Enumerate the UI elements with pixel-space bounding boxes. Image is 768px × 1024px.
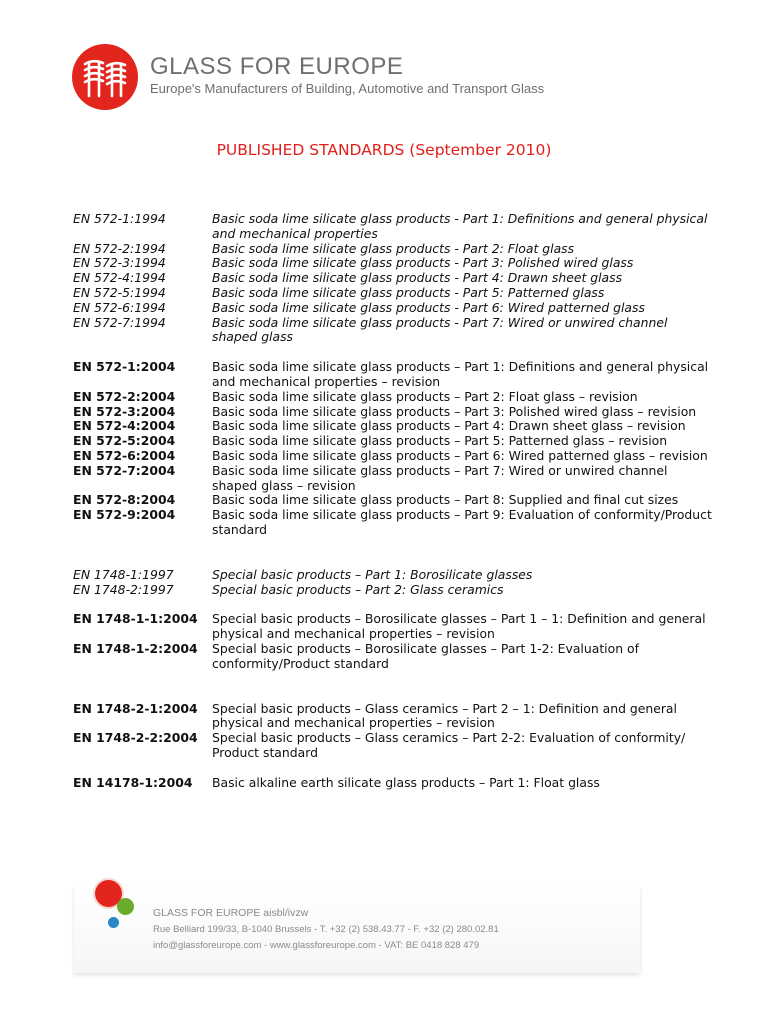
standard-row	[73, 434, 713, 449]
standard-row	[73, 702, 713, 732]
standard-description: Special basic products – Glass ceramics – Part 2-2: Evaluation of conformity/ Product standard	[212, 730, 686, 760]
standard-description: Basic soda lime silicate glass products - Part 3: Polished wired glass	[212, 255, 634, 271]
standard-row	[73, 449, 713, 464]
standard-description: Special basic products – Glass ceramics – Part 2 – 1: Definition and general physical and mechanical properties – revision	[212, 700, 677, 731]
standard-code: EN 572-2:2004	[73, 388, 176, 404]
standard-row	[73, 360, 713, 390]
standard-description: Basic soda lime silicate glass products – Part 2: Float glass – revision	[212, 388, 638, 404]
standard-description: Basic soda lime silicate glass products – Part 6: Wired patterned glass – revision	[212, 447, 708, 463]
standard-row	[73, 419, 713, 434]
standard-code: EN 572-5:2004	[73, 433, 176, 449]
standard-description: Basic soda lime silicate glass products – Part 9: Evaluation of conformity/Product standard	[212, 507, 712, 537]
standard-description: Basic soda lime silicate glass products – Part 7: Wired or unwired channel shaped glass – revision	[212, 462, 668, 493]
org-name: GLASS FOR EUROPE	[150, 53, 404, 80]
standard-code: EN 572-4:2004	[73, 418, 176, 434]
standard-code: EN 1748-1:1997	[73, 566, 174, 582]
standard-code: EN 572-1:2004	[73, 359, 176, 375]
standard-row	[73, 642, 713, 672]
org-tagline: Europe's Manufacturers of Building, Automotive and Transport Glass	[150, 81, 545, 96]
standard-description: Special basic products – Borosilicate glasses – Part 1-2: Evaluation of conformity/Product standard	[212, 640, 639, 671]
standard-code: EN 572-7:1994	[73, 314, 166, 330]
standard-code: EN 572-7:2004	[73, 462, 176, 478]
standard-code: EN 572-3:1994	[73, 255, 166, 271]
standard-description: Basic soda lime silicate glass products - Part 1: Definitions and general physical and mechanical properties	[212, 211, 708, 241]
standard-description: Special basic products – Borosilicate glasses – Part 1 – 1: Definition and general physical and mechanical properties – revision	[212, 611, 706, 642]
standard-code: EN 572-8:2004	[73, 492, 176, 508]
standard-code: EN 572-4:1994	[73, 270, 166, 286]
standard-code: EN 572-9:2004	[73, 507, 176, 523]
standard-code: EN 572-1:1994	[73, 211, 166, 226]
standard-row	[73, 271, 713, 286]
green-dot-icon	[117, 898, 134, 915]
standard-description: Basic soda lime silicate glass products – Part 3: Polished wired glass – revision	[212, 403, 697, 419]
standard-description: Special basic products – Part 1: Borosilicate glasses	[212, 566, 533, 582]
standard-description: Basic soda lime silicate glass products - Part 4: Drawn sheet glass	[212, 270, 623, 286]
standards-list	[73, 212, 713, 791]
standard-code: EN 1748-2-2:2004	[73, 730, 198, 746]
standard-row	[73, 583, 713, 598]
standard-row	[73, 316, 713, 346]
standard-row	[73, 568, 713, 583]
standard-description: Basic alkaline earth silicate glass products – Part 1: Float glass	[212, 774, 600, 790]
standard-description: Basic soda lime silicate glass products - Part 5: Patterned glass	[212, 284, 605, 300]
footer-contact: info@glassforeurope.com - www.glassforeurope.com - VAT: BE 0418 828 479	[153, 940, 480, 951]
standard-row	[73, 256, 713, 271]
footer-org-name: GLASS FOR EUROPE aisbl/ivzw	[153, 907, 309, 919]
standard-row	[73, 464, 713, 494]
standard-row	[73, 493, 713, 508]
standard-row	[73, 390, 713, 405]
document-title: PUBLISHED STANDARDS (September 2010)	[216, 141, 552, 159]
standard-row	[73, 405, 713, 420]
standard-row	[73, 731, 713, 761]
standard-code: EN 1748-2:1997	[73, 581, 174, 597]
standard-row	[73, 612, 713, 642]
standard-description: Basic soda lime silicate glass products - Part 2: Float glass	[212, 240, 575, 256]
standard-row	[73, 286, 713, 301]
standard-description: Basic soda lime silicate glass products – Part 1: Definitions and general physical and mechanical properties – revision	[212, 359, 709, 389]
standard-code: EN 1748-2-1:2004	[73, 700, 198, 716]
footer-address: Rue Belliard 199/33, B-1040 Brussels - T. +32 (2) 538.43.77 - F. +32 (2) 280.02.81	[153, 924, 499, 935]
standard-code: EN 572-2:1994	[73, 240, 166, 256]
standard-row	[73, 508, 713, 538]
standard-description: Special basic products – Part 2: Glass ceramics	[212, 581, 504, 597]
standard-code: EN 572-3:2004	[73, 403, 176, 419]
standard-code: EN 572-6:1994	[73, 299, 166, 315]
standard-code: EN 1748-1-1:2004	[73, 611, 198, 627]
standard-description: Basic soda lime silicate glass products – Part 8: Supplied and final cut sizes	[212, 492, 679, 508]
standard-code: EN 572-6:2004	[73, 447, 176, 463]
standard-description: Basic soda lime silicate glass products – Part 4: Drawn sheet glass – revision	[212, 418, 686, 434]
standard-description: Basic soda lime silicate glass products - Part 6: Wired patterned glass	[212, 299, 645, 315]
standard-code: EN 572-5:1994	[73, 284, 166, 300]
standard-code: EN 1748-1-2:2004	[73, 640, 198, 656]
blue-dot-icon	[108, 917, 119, 928]
standard-code: EN 14178-1:2004	[73, 774, 193, 790]
standard-row	[73, 212, 713, 242]
standard-description: Basic soda lime silicate glass products – Part 5: Patterned glass – revision	[212, 433, 668, 449]
standard-description: Basic soda lime silicate glass products - Part 7: Wired or unwired channel shaped glass	[212, 314, 668, 345]
standard-row	[73, 301, 713, 316]
glass-for-europe-logo-icon	[72, 44, 138, 110]
standard-row	[73, 242, 713, 257]
standard-row	[73, 776, 713, 791]
